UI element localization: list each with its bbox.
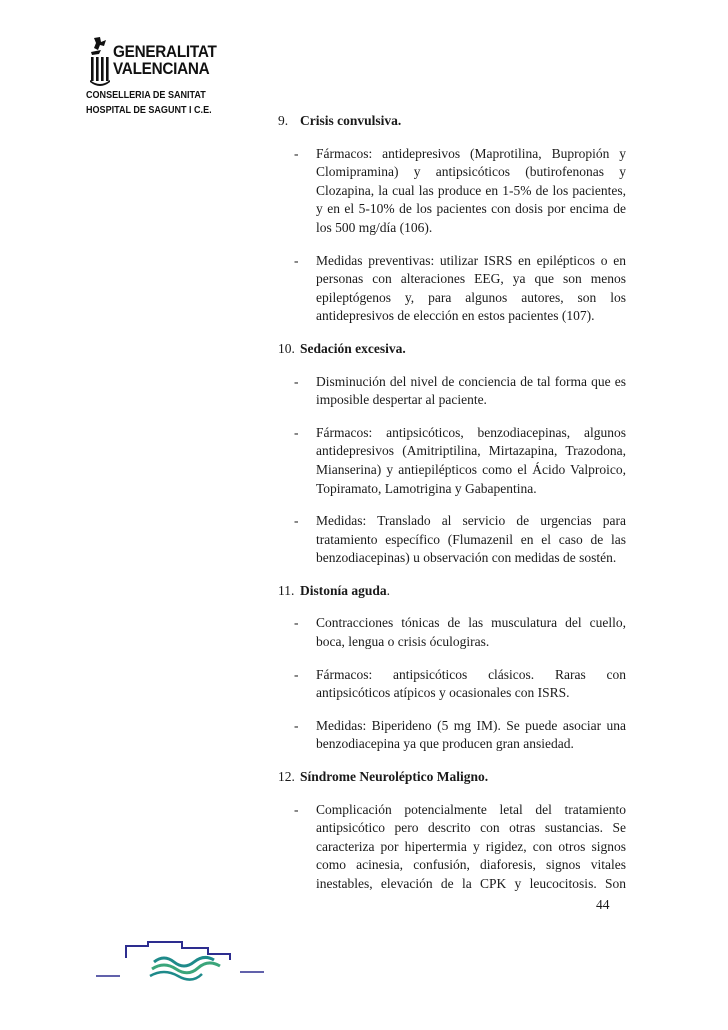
list-item-text: Fármacos: antidepresivos (Maprotilina, Bupropión y Clomipramina) y antipsicóticos (butirofenonas y Clozapina, la cual las produce en 1-5% de los pacientes, y en el 5-10% de los pacientes con dosis por encima de los 500 mg/día (106). xyxy=(316,145,626,235)
section-title-trail: . xyxy=(386,582,391,598)
list-item-text: Disminución del nivel de conciencia de tal forma que es imposible despertar al paciente. xyxy=(316,373,626,408)
bullet-dash: - xyxy=(294,513,299,529)
list-item xyxy=(278,717,626,754)
list-item xyxy=(278,145,626,238)
list-item xyxy=(278,801,626,894)
list-item xyxy=(278,424,626,498)
hospital-name: HOSPITAL DE SAGUNT I C.E. xyxy=(86,104,212,116)
generalitat-bat-emblem-icon xyxy=(88,36,114,88)
section-title: Crisis convulsiva. xyxy=(300,113,402,128)
list-item-text: Medidas: Translado al servicio de urgencias para tratamiento específico (Flumazenil en el caso de las benzodiacepinas) u observación con medidas de sostén. xyxy=(316,513,626,566)
bullet-dash: - xyxy=(294,615,299,631)
section-title: Síndrome Neuroléptico Maligno. xyxy=(300,769,489,785)
section-1 xyxy=(278,112,626,326)
department-name: CONSELLERIA DE SANITAT xyxy=(86,89,206,101)
section-3 xyxy=(278,582,626,754)
list-item xyxy=(278,512,626,568)
section-title: Sedación excesiva. xyxy=(300,340,406,356)
list-item xyxy=(278,373,626,410)
section-heading xyxy=(278,112,626,131)
list-item xyxy=(278,252,626,326)
list-item xyxy=(278,614,626,651)
section-heading xyxy=(278,582,626,601)
list-item-text: Fármacos: antipsicóticos, benzodiacepinas, algunos antidepresivos (Amitriptilina, Mirtazapina, Trazodona, Mianserina) y antiepilépticos como el Ácido Valproico, Topiramato, Lamotrigina y Gabapentina. xyxy=(316,424,626,496)
section-number: 11. xyxy=(278,582,295,598)
list-item-text: Medidas preventivas: utilizar ISRS en epilépticos o en personas con alteraciones EEG, ya que son menos epileptógenos y, para algunos autores, son los antidepresivos de elección en estos pacientes (107). xyxy=(316,252,626,324)
bullet-dash: - xyxy=(294,424,299,440)
document-body xyxy=(278,112,626,908)
section-number: 10. xyxy=(278,340,295,356)
bullet-dash: - xyxy=(294,717,299,733)
list-item-text: Complicación potencialmente letal del tratamiento antipsicótico pero descrito con otras sustancias. Se caracteriza por hipertermia y rigidez, con otros signos como acinesia, confusión, diaforesis, signos vitales inestables, elevación de la CPK y leucocitosis. Son xyxy=(316,801,626,891)
section-number: 12. xyxy=(278,769,295,785)
org-name-line2: VALENCIANA xyxy=(113,59,210,78)
section-title: Distonía aguda xyxy=(300,582,387,598)
section-4 xyxy=(278,768,626,894)
bullet-dash: - xyxy=(294,145,299,161)
page-number: 44 xyxy=(596,897,610,912)
hospital-waves-logo-icon xyxy=(96,938,264,982)
section-number: 9. xyxy=(278,113,289,128)
section-heading xyxy=(278,340,626,359)
org-name-line1: GENERALITAT xyxy=(113,42,217,61)
list-item xyxy=(278,666,626,703)
bullet-dash: - xyxy=(294,252,299,268)
list-item-text: Contracciones tónicas de las musculatura del cuello, boca, lengua o crisis óculogiras. xyxy=(316,615,626,650)
section-2 xyxy=(278,340,626,568)
list-item-text: Medidas: Biperideno (5 mg IM). Se puede asociar una benzodiacepina ya que producen gran ansiedad. xyxy=(316,717,626,752)
bullet-dash: - xyxy=(294,801,299,817)
section-heading xyxy=(278,768,626,787)
list-item-text: Fármacos: antipsicóticos clásicos. Raras con antipsicóticos atípicos y ocasionales con ISRS. xyxy=(316,666,626,701)
bullet-dash: - xyxy=(294,666,299,682)
bullet-dash: - xyxy=(294,373,299,389)
generalitat-logo xyxy=(86,36,236,116)
